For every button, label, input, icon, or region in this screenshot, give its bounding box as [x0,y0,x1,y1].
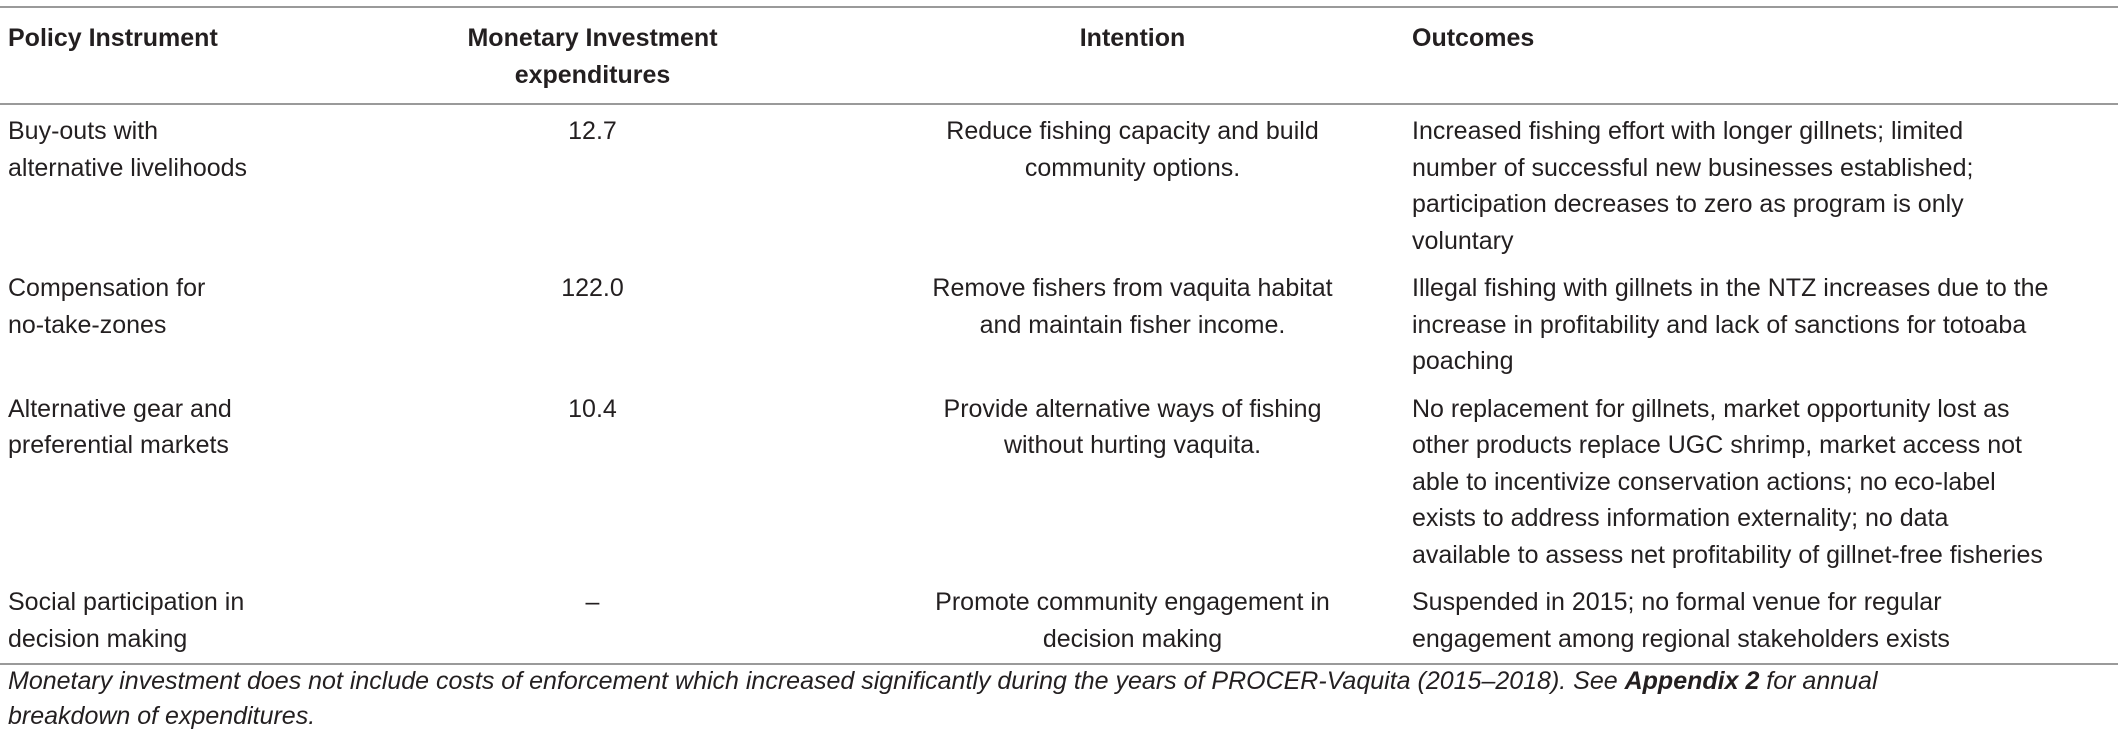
cell-line: Increased fishing effort with longer gillnets; limited [1412,117,1964,145]
cell-line: exists to address information externality; no data [1412,504,1949,532]
cell-line: No replacement for gillnets, market opportunity lost as [1412,394,2010,423]
cell-line: Compensation for [8,274,206,302]
cell-outcomes [1400,262,2118,383]
cell-line: no-take-zones [8,310,167,339]
table-row [0,104,2118,262]
cell-line: engagement among regional stakeholders exists [1412,624,1950,653]
cell-line: community options. [1024,153,1241,182]
cell-line: Provide alternative ways of fishing [943,394,1322,423]
cell-intention [865,262,1400,383]
cell-monetary-investment [320,104,865,262]
cell-line: and maintain fisher income. [979,310,1286,339]
cell-outcomes [1400,576,2118,664]
policy-table [0,6,2118,665]
footnote-text-line2: breakdown of expenditures. [8,702,316,730]
cell-line: Reduce fishing capacity and build [946,117,1319,145]
header-row [0,7,2118,104]
cell-value: 122.0 [561,274,624,302]
cell-line: alternative livelihoods [8,153,248,182]
header-intention: Intention [1079,24,1186,52]
header-monetary-investment [320,7,865,104]
footnote-text-start: Monetary investment does not include costs of enforcement which increased significantly during the years of PROCER-Vaquita (2015–2018). See [8,667,1625,695]
header-investment-line1: Monetary Investment [467,24,718,52]
cell-line: number of successful new businesses established; [1412,153,1974,182]
header-investment-line2: expenditures [514,60,671,89]
header-outcomes: Outcomes [1412,24,1535,52]
table-footnote [8,664,2108,734]
cell-intention [865,576,1400,664]
cell-line: poaching [1412,347,1514,375]
cell-policy-instrument [0,104,320,262]
table-header [0,7,2118,104]
cell-outcomes [1400,383,2118,577]
table-row [0,383,2118,577]
cell-policy-instrument [0,383,320,577]
table-row [0,576,2118,664]
cell-line: Remove fishers from vaquita habitat [932,274,1333,302]
cell-line: voluntary [1412,226,1514,255]
appendix-2-link[interactable]: Appendix 2 [1624,667,1760,695]
cell-monetary-investment [320,262,865,383]
cell-line: Suspended in 2015; no formal venue for regular [1412,588,1942,616]
cell-line: available to assess net profitability of gillnet-free fisheries [1412,540,2043,569]
cell-line: increase in profitability and lack of sanctions for totoaba [1412,310,2027,339]
cell-line: other products replace UGC shrimp, market access not [1412,431,2022,459]
cell-line: without hurting vaquita. [1003,431,1262,459]
cell-monetary-investment [320,576,865,664]
table-row [0,262,2118,383]
cell-outcomes [1400,104,2118,262]
cell-line: able to incentivize conservation actions; no eco-label [1412,467,1996,496]
cell-line: Buy-outs with [8,117,159,145]
cell-value: 10.4 [568,394,617,423]
cell-value: – [585,588,600,616]
cell-line: decision making [8,624,188,653]
cell-line: preferential markets [8,431,229,459]
cell-line: Social participation in [8,588,245,616]
footnote-text-end: for annual [1759,667,1878,695]
cell-line: decision making [1042,624,1223,653]
cell-line: participation decreases to zero as program is only [1412,190,1964,218]
cell-monetary-investment [320,383,865,577]
cell-value: 12.7 [568,117,617,145]
cell-intention [865,383,1400,577]
cell-line: Alternative gear and [8,394,232,423]
cell-policy-instrument [0,576,320,664]
header-policy-instrument: Policy Instrument [8,24,218,52]
cell-intention [865,104,1400,262]
table-body [0,104,2118,664]
cell-line: Promote community engagement in [935,588,1330,616]
cell-policy-instrument [0,262,320,383]
cell-line: Illegal fishing with gillnets in the NTZ increases due to the [1412,274,2049,302]
